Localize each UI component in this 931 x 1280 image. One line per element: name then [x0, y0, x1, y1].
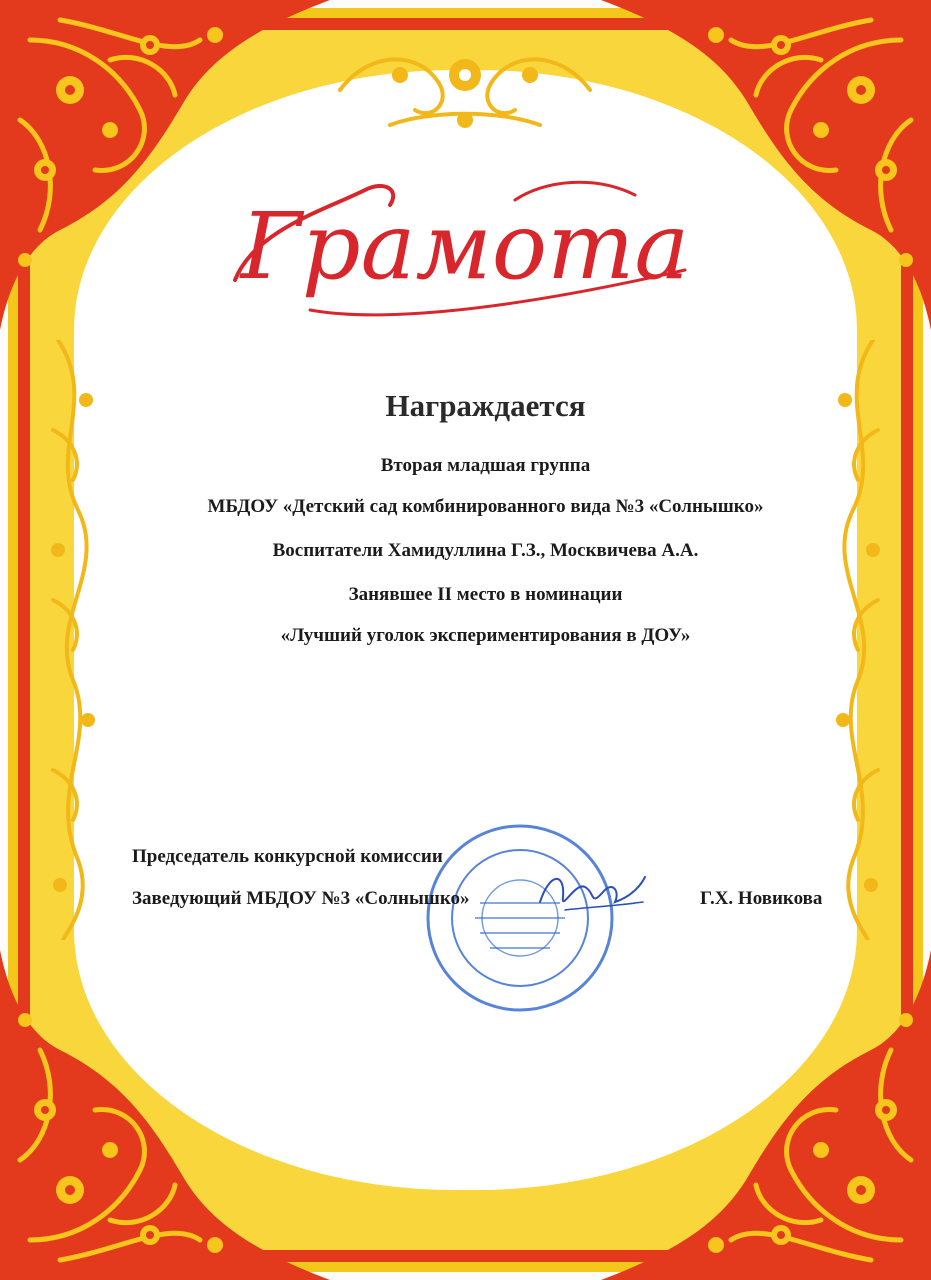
signature-head-label: Заведующий МБДОУ №3 «Солнышко»	[132, 888, 470, 909]
certificate-title-text: Грамота	[240, 193, 690, 300]
signature-chair-label: Председатель конкурсной комиссии	[132, 846, 443, 867]
certificate-title	[215, 170, 715, 320]
corner-ornament-bottom-right	[601, 950, 931, 1280]
side-ornament-left	[38, 340, 108, 940]
top-center-ornament	[330, 30, 600, 140]
award-line-group: Вторая младшая группа	[380, 455, 591, 476]
award-line-nomination: «Лучший уголок экспериментирования в ДОУ»	[280, 625, 691, 646]
handwritten-signature	[535, 862, 650, 922]
signer-name: Г.Х. Новикова	[700, 888, 823, 909]
corner-ornament-bottom-left	[0, 950, 330, 1280]
award-line-teachers: Воспитатели Хамидуллина Г.З., Москвичева А.А.	[272, 540, 699, 561]
award-line-institution: МБДОУ «Детский сад комбинированного вида №3 «Солнышко»	[207, 496, 764, 517]
awarded-heading: Награждается	[385, 388, 586, 423]
award-line-place: Занявшее II место в номинации	[348, 584, 623, 605]
